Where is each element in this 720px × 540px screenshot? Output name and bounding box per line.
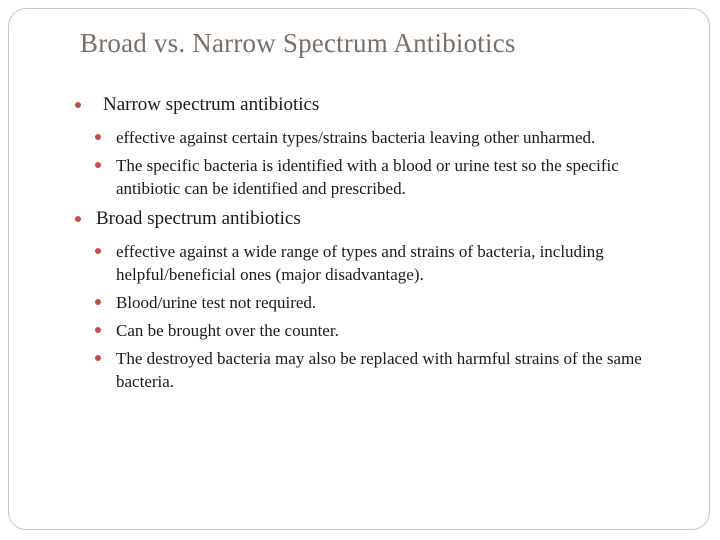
bullet-dot-icon [95,162,101,168]
bullet-dot-icon [75,216,81,222]
point-text: The destroyed bacteria may also be replaced with harmful strains of the same bacteria. [116,349,642,391]
list-item [95,291,665,314]
section-broad-spectrum [75,207,665,231]
list-item [95,240,665,286]
list-item [95,126,665,149]
list-item [95,347,665,393]
narrow-spectrum-points [95,126,665,200]
section-heading: Broad spectrum antibiotics [96,208,301,229]
bullet-dot-icon [95,355,101,361]
point-text: The specific bacteria is identified with a blood or urine test so the specific antibiotic can be identified and prescribed. [116,156,619,198]
section-narrow-spectrum [75,93,665,117]
slide-title: Broad vs. Narrow Spectrum Antibiotics [80,28,516,58]
point-text: effective against a wide range of types and strains of bacteria, including helpful/beneficial ones (major disadvantage). [116,242,604,284]
bullet-dot-icon [95,327,101,333]
broad-spectrum-points [95,240,665,393]
list-item [95,319,665,342]
point-text: Blood/urine test not required. [116,293,317,312]
list-item [95,154,665,200]
section-heading: Narrow spectrum antibiotics [103,94,320,115]
slide-content [75,93,665,398]
bullet-dot-icon [95,134,101,140]
bullet-dot-icon [95,248,101,254]
bullet-dot-icon [95,299,101,305]
point-text: effective against certain types/strains bacteria leaving other unharmed. [116,128,596,147]
point-text: Can be brought over the counter. [116,321,339,340]
bullet-dot-icon [75,102,81,108]
